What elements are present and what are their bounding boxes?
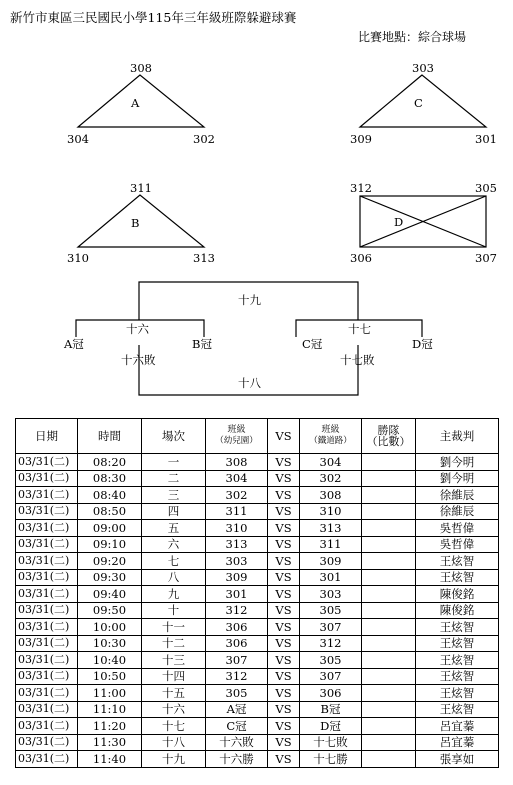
cell-vs: VS [268,586,300,603]
cell-time: 11:40 [78,751,142,768]
cell-vs: VS [268,470,300,487]
cell-winner [362,751,416,768]
table-row [16,520,499,537]
page-title: 新竹市東區三民國民小學115年三年級班際躲避球賽 [10,10,297,25]
group-b-left-team: 310 [67,251,89,265]
cell-match: 十七 [142,718,206,735]
cell-match: 七 [142,553,206,570]
cell-team1: 301 [206,586,268,603]
group-c-name: C [414,96,423,110]
cell-referee: 徐維辰 [416,503,499,520]
cell-team1: 309 [206,569,268,586]
header-winner-main: 勝隊 [377,424,400,437]
cell-team2: 303 [300,586,362,603]
header-class1-sub: （幼兒園） [215,436,258,446]
cell-winner [362,586,416,603]
table-row [16,685,499,702]
cell-vs: VS [268,619,300,636]
table-row [16,586,499,603]
semi-right-loser-label: 十七敗 [340,353,375,367]
cell-match: 十八 [142,734,206,751]
cell-team2: 307 [300,619,362,636]
cell-time: 08:50 [78,503,142,520]
cell-team1: 312 [206,668,268,685]
cell-winner [362,734,416,751]
cell-vs: VS [268,685,300,702]
cell-date: 03/31(二) [16,553,78,570]
cell-winner [362,487,416,504]
cell-date: 03/31(二) [16,470,78,487]
cell-vs: VS [268,602,300,619]
cell-team1: C冠 [206,718,268,735]
group-c-top-team: 303 [412,61,434,75]
venue-label: 比賽地點：綜合球場 [358,30,467,44]
cell-match: 六 [142,536,206,553]
cell-team2: 308 [300,487,362,504]
cell-match: 二 [142,470,206,487]
cell-winner [362,454,416,471]
cell-vs: VS [268,668,300,685]
cell-team2: 313 [300,520,362,537]
cell-team2: 304 [300,454,362,471]
table-row [16,487,499,504]
cell-team2: 十七敗 [300,734,362,751]
group-d-bottom-left-team: 306 [350,251,372,265]
cell-match: 十四 [142,668,206,685]
cell-date: 03/31(二) [16,734,78,751]
group-b-right-team: 313 [193,251,215,265]
cell-vs: VS [268,652,300,669]
cell-team2: 十七勝 [300,751,362,768]
group-d-name: D [394,215,404,229]
cell-team2: 309 [300,553,362,570]
group-c-right-team: 301 [475,132,497,146]
cell-team1: 311 [206,503,268,520]
cell-match: 九 [142,586,206,603]
cell-vs: VS [268,635,300,652]
group-b-triangle [78,195,204,247]
header-class2 [300,419,362,454]
cell-date: 03/31(二) [16,652,78,669]
cell-date: 03/31(二) [16,487,78,504]
cell-match: 四 [142,503,206,520]
table-row [16,602,499,619]
cell-team1: 305 [206,685,268,702]
cell-date: 03/31(二) [16,685,78,702]
header-class2-sub: （鐵道路） [309,436,352,446]
cell-vs: VS [268,536,300,553]
cell-team1: 十六勝 [206,751,268,768]
schedule-header-row [16,419,499,454]
header-referee: 主裁判 [416,419,499,454]
group-a-triangle [78,75,204,127]
schedule-body [16,454,499,768]
cell-date: 03/31(二) [16,520,78,537]
table-row [16,734,499,751]
group-a-left-team: 304 [67,132,89,146]
cell-date: 03/31(二) [16,635,78,652]
cell-match: 一 [142,454,206,471]
bracket-d-winner: D冠 [412,337,433,351]
table-row [16,569,499,586]
cell-team1: 307 [206,652,268,669]
cell-team1: A冠 [206,701,268,718]
header-winner-sub: （比數） [366,435,411,448]
cell-match: 十一 [142,619,206,636]
cell-referee: 吳哲偉 [416,520,499,537]
cell-referee: 吳哲偉 [416,536,499,553]
semi-right-match-label: 十七 [348,322,371,336]
header-match: 場次 [142,419,206,454]
cell-team2: 312 [300,635,362,652]
cell-vs: VS [268,701,300,718]
table-row [16,454,499,471]
cell-time: 10:40 [78,652,142,669]
cell-referee: 王炫智 [416,569,499,586]
cell-team1: 十六敗 [206,734,268,751]
header-winner [362,419,416,454]
cell-time: 11:10 [78,701,142,718]
cell-referee: 王炫智 [416,685,499,702]
cell-referee: 徐維辰 [416,487,499,504]
cell-date: 03/31(二) [16,569,78,586]
cell-team2: 311 [300,536,362,553]
cell-team1: 312 [206,602,268,619]
cell-team1: 313 [206,536,268,553]
cell-team2: 301 [300,569,362,586]
cell-date: 03/31(二) [16,503,78,520]
cell-match: 十三 [142,652,206,669]
cell-winner [362,701,416,718]
cell-date: 03/31(二) [16,602,78,619]
cell-team2: D冠 [300,718,362,735]
cell-referee: 王炫智 [416,668,499,685]
cell-winner [362,718,416,735]
cell-winner [362,602,416,619]
header-date: 日期 [16,419,78,454]
cell-match: 十二 [142,635,206,652]
cell-team2: 305 [300,652,362,669]
cell-date: 03/31(二) [16,751,78,768]
cell-vs: VS [268,751,300,768]
cell-team2: 306 [300,685,362,702]
cell-vs: VS [268,718,300,735]
schedule-table [15,418,499,768]
table-row [16,751,499,768]
cell-date: 03/31(二) [16,536,78,553]
cell-team2: 305 [300,602,362,619]
table-row [16,652,499,669]
cell-team2: 302 [300,470,362,487]
bracket-a-winner: A冠 [64,337,84,351]
cell-time: 08:20 [78,454,142,471]
group-a-top-team: 308 [130,61,152,75]
cell-referee: 劉今明 [416,454,499,471]
table-row [16,635,499,652]
cell-time: 09:40 [78,586,142,603]
cell-referee: 陳俊銘 [416,586,499,603]
group-c-left-team: 309 [350,132,372,146]
cell-match: 八 [142,569,206,586]
cell-referee: 陳俊銘 [416,602,499,619]
cell-referee: 王炫智 [416,652,499,669]
cell-match: 十 [142,602,206,619]
bracket-b-winner: B冠 [192,337,212,351]
final-match-label: 十九 [238,293,261,307]
semi-left-loser-label: 十六敗 [121,353,156,367]
header-class1-main: 班級 [227,425,246,435]
cell-date: 03/31(二) [16,454,78,471]
header-time: 時間 [78,419,142,454]
header-class2-main: 班級 [321,425,340,435]
cell-vs: VS [268,520,300,537]
cell-team1: 306 [206,635,268,652]
cell-vs: VS [268,503,300,520]
cell-referee: 王炫智 [416,635,499,652]
cell-time: 09:50 [78,602,142,619]
bracket-c-winner: C冠 [302,337,323,351]
cell-time: 11:30 [78,734,142,751]
cell-referee: 王炫智 [416,553,499,570]
cell-vs: VS [268,569,300,586]
table-row [16,619,499,636]
group-b-name: B [131,216,140,230]
cell-time: 08:30 [78,470,142,487]
cell-winner [362,503,416,520]
cell-winner [362,635,416,652]
cell-winner [362,652,416,669]
cell-date: 03/31(二) [16,668,78,685]
semi-left-match-label: 十六 [126,322,149,336]
cell-match: 十六 [142,701,206,718]
group-b-top-team: 311 [130,181,152,195]
cell-match: 三 [142,487,206,504]
cell-referee: 王炫智 [416,701,499,718]
cell-winner [362,569,416,586]
cell-match: 十九 [142,751,206,768]
cell-team1: 306 [206,619,268,636]
cell-time: 09:00 [78,520,142,537]
cell-winner [362,685,416,702]
cell-date: 03/31(二) [16,619,78,636]
cell-time: 10:30 [78,635,142,652]
cell-winner [362,520,416,537]
group-d-bottom-right-team: 307 [475,251,497,265]
cell-time: 09:10 [78,536,142,553]
cell-vs: VS [268,487,300,504]
cell-date: 03/31(二) [16,701,78,718]
third-place-match-label: 十八 [238,376,261,390]
cell-time: 09:30 [78,569,142,586]
cell-referee: 劉今明 [416,470,499,487]
table-row [16,536,499,553]
cell-winner [362,668,416,685]
table-row [16,668,499,685]
cell-winner [362,470,416,487]
cell-time: 11:00 [78,685,142,702]
cell-time: 09:20 [78,553,142,570]
cell-time: 10:00 [78,619,142,636]
cell-winner [362,619,416,636]
cell-date: 03/31(二) [16,718,78,735]
cell-team1: 310 [206,520,268,537]
cell-date: 03/31(二) [16,586,78,603]
cell-referee: 王炫智 [416,619,499,636]
cell-vs: VS [268,454,300,471]
cell-team2: 307 [300,668,362,685]
cell-team1: 302 [206,487,268,504]
group-a-right-team: 302 [193,132,215,146]
table-row [16,718,499,735]
table-row [16,470,499,487]
table-row [16,701,499,718]
cell-time: 11:20 [78,718,142,735]
cell-match: 五 [142,520,206,537]
cell-vs: VS [268,553,300,570]
cell-winner [362,553,416,570]
cell-team1: 308 [206,454,268,471]
cell-referee: 張享如 [416,751,499,768]
group-c-triangle [360,75,486,127]
cell-match: 十五 [142,685,206,702]
group-a-name: A [131,96,140,110]
table-row [16,503,499,520]
cell-vs: VS [268,734,300,751]
group-d-top-right-team: 305 [475,181,497,195]
header-vs: VS [268,419,300,454]
cell-time: 08:40 [78,487,142,504]
cell-winner [362,536,416,553]
cell-team1: 304 [206,470,268,487]
cell-team2: 310 [300,503,362,520]
table-row [16,553,499,570]
cell-team2: B冠 [300,701,362,718]
cell-referee: 呂宜蓁 [416,718,499,735]
header-class1 [206,419,268,454]
cell-team1: 303 [206,553,268,570]
group-d-top-left-team: 312 [350,181,372,195]
cell-referee: 呂宜蓁 [416,734,499,751]
cell-time: 10:50 [78,668,142,685]
